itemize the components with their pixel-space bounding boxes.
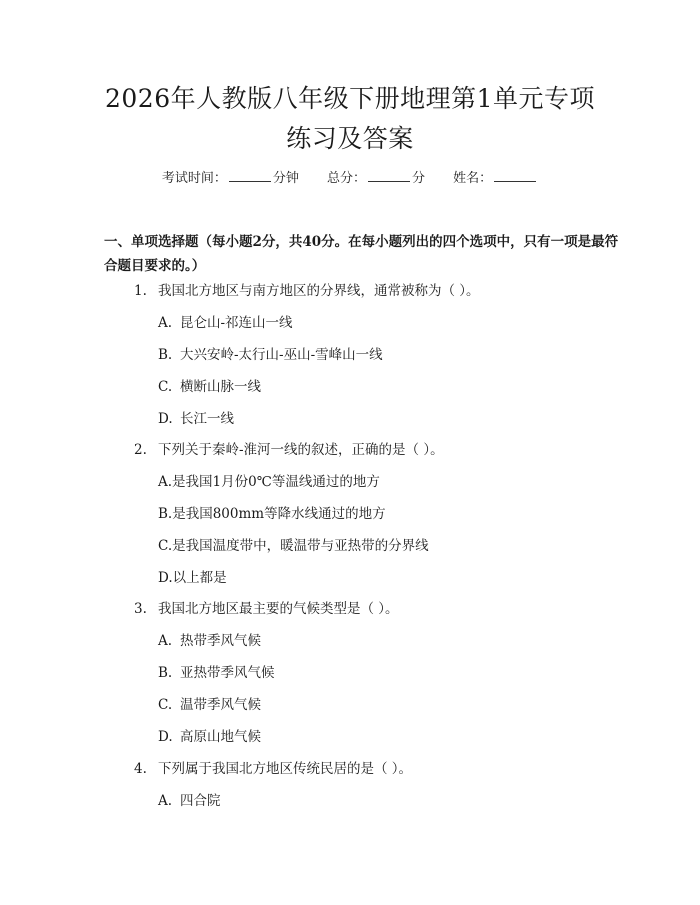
question-text: 下列关于秦岭-淮河一线的叙述，正确的是（ ）。	[158, 442, 444, 458]
question-text: 下列属于我国北方地区传统民居的是（ ）。	[158, 761, 413, 777]
option-text: 四合院	[180, 793, 221, 809]
exam-meta	[0, 168, 700, 189]
total-score-label: 总分：	[326, 171, 366, 186]
exam-title-line-2: 练习及答案	[286, 124, 414, 153]
option-text: 是我国温度带中，暖温带与亚热带的分界线	[172, 538, 429, 554]
total-score-field	[327, 168, 425, 189]
option-letter: A.	[158, 633, 173, 649]
question-2	[134, 440, 444, 460]
exam-title-line-1: 2026年人教版八年级下册地理第1单元专项	[104, 84, 596, 113]
total-score-blank[interactable]	[368, 168, 410, 182]
question-1-option-b[interactable]	[158, 345, 383, 365]
student-name-blank[interactable]	[494, 168, 536, 182]
question-number: 4.	[134, 761, 147, 777]
option-letter: C.	[158, 538, 173, 554]
student-name-label: 姓名：	[453, 171, 493, 186]
option-text: 是我国800mm等降水线通过的地方	[172, 506, 386, 522]
option-letter: D.	[158, 570, 173, 586]
question-2-option-a[interactable]	[158, 472, 380, 492]
question-text: 我国北方地区最主要的气候类型是（ ）。	[158, 601, 399, 617]
option-text: 横断山脉一线	[180, 379, 261, 395]
question-number: 2.	[134, 442, 147, 458]
option-text: 高原山地气候	[180, 729, 261, 745]
student-name-field	[453, 168, 538, 189]
option-letter: C.	[158, 379, 173, 395]
option-text: 昆仑山-祁连山一线	[180, 315, 293, 331]
option-text: 是我国1月份0℃等温线通过的地方	[172, 474, 380, 490]
exam-time-blank[interactable]	[229, 168, 271, 182]
option-letter: D.	[158, 729, 173, 745]
question-number: 3.	[134, 601, 147, 617]
exam-time-label: 考试时间：	[161, 171, 227, 186]
option-text: 温带季风气候	[180, 697, 261, 713]
option-letter: B.	[158, 347, 173, 363]
question-number: 1.	[134, 283, 147, 299]
question-3-option-a[interactable]	[158, 631, 261, 651]
option-text: 大兴安岭-太行山-巫山-雪峰山一线	[180, 347, 383, 363]
question-3-option-b[interactable]	[158, 663, 275, 683]
option-letter: C.	[158, 697, 173, 713]
option-letter: D.	[158, 411, 173, 427]
question-text: 我国北方地区与南方地区的分界线，通常被称为（ ）。	[158, 283, 480, 299]
question-2-option-d[interactable]	[158, 568, 227, 588]
question-1-option-a[interactable]	[158, 313, 293, 333]
question-3	[134, 599, 399, 619]
option-letter: B.	[158, 506, 173, 522]
option-letter: A.	[158, 474, 173, 490]
question-4	[134, 759, 412, 779]
question-2-option-c[interactable]	[158, 536, 429, 556]
option-text: 亚热带季风气候	[180, 665, 275, 681]
section-heading-single-choice: 一、单项选择题（每小题2分，共40分。在每小题列出的四个选项中，只有一项是最符合题目要求的。）	[104, 234, 619, 274]
question-1-option-d[interactable]	[158, 409, 234, 429]
question-3-option-c[interactable]	[158, 695, 261, 715]
option-letter: A.	[158, 793, 173, 809]
total-score-unit: 分	[412, 171, 426, 186]
question-3-option-d[interactable]	[158, 727, 261, 747]
option-text: 长江一线	[180, 411, 234, 427]
option-letter: A.	[158, 315, 173, 331]
option-text: 以上都是	[172, 570, 227, 586]
question-4-option-a[interactable]	[158, 791, 221, 811]
question-2-option-b[interactable]	[158, 504, 386, 524]
question-1	[134, 281, 480, 301]
exam-time-field	[162, 168, 299, 189]
exam-time-unit: 分钟	[272, 171, 299, 186]
option-text: 热带季风气候	[180, 633, 261, 649]
option-letter: B.	[158, 665, 173, 681]
question-1-option-c[interactable]	[158, 377, 261, 397]
